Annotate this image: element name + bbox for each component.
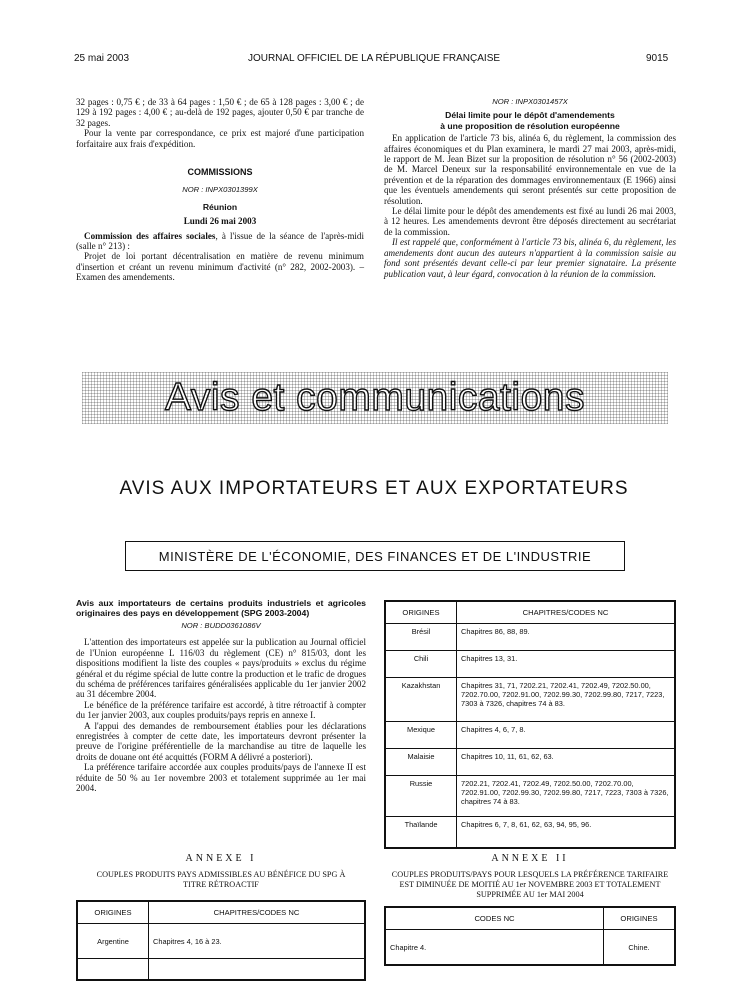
column-header: CHAPITRES/CODES NC: [457, 601, 676, 624]
journal-title: JOURNAL OFFICIEL DE LA RÉPUBLIQUE FRANÇAISE: [247, 53, 501, 64]
annexe-1-title: ANNEXE I: [185, 853, 257, 864]
reunion-date: Lundi 26 mai 2003: [183, 216, 257, 227]
reunion-title: Réunion: [202, 201, 238, 212]
table-row: [385, 624, 675, 651]
origine-cell: Mexique: [385, 722, 457, 749]
table-row: [385, 678, 675, 722]
table-row-empty: [77, 959, 365, 981]
avis-banner: [82, 372, 668, 424]
origine-cell: Malaisie: [385, 749, 457, 776]
table-row: [385, 749, 675, 776]
left-top-column: [76, 97, 364, 283]
avis-paragraph-1: L'attention des importateurs est appelée sur la publication au Journal officiel de l'Union européenne L 116/03 du règlement (CE) n° 815/03, dont les dispositions modifient la liste des couples « pays/produits » exclus du régime général et du régime spécial de lutte contre la production et le trafic de drogues du schéma de préférences tarifaires généralisées applicable du 1er janvier 2002 au 31 décembre 2004.: [76, 637, 366, 700]
header-date: 25 mai 2003: [74, 53, 130, 64]
delai-paragraph-1: En application de l'article 73 bis, alinéa 6, du règlement, la commission des affaires économiques et du Plan examinera, le mardi 27 mai 2003, après-midi, le rapport de M. Jean Bizet sur la proposition de résolution n° 56 (2002-2003) de M. Marcel Deneux sur la responsabilité environnementale en vue de la prévention et de la réparation des dommages environnementaux (E 1966) ainsi que les éventuels amendements qui seront présentés sur cette proposition de résolution.: [384, 133, 676, 206]
avis-paragraph-4: La préférence tarifaire accordée aux couples produits/pays de l'annexe II est réduite de 50 % au 1er novembre 2003 et totalement supprimée au 1er mai 2004.: [76, 762, 366, 794]
origine-cell: Thaïlande: [385, 817, 457, 849]
table-header-row: [385, 601, 675, 624]
codes-cell: 7202.21, 7202.41, 7202.49, 7202.50.00, 7202.70.00, 7202.91.00, 7202.99.30, 7202.99.80, 7217, 7223, 7303 à 7326, chapitres 74 à 83.: [457, 776, 676, 817]
table-row: [385, 651, 675, 678]
ministry-box: [125, 541, 625, 571]
column-header: ORIGINES: [77, 901, 149, 924]
codes-cell: Chapitres 4, 6, 7, 8.: [457, 722, 676, 749]
table-row: [385, 817, 675, 849]
column-header: ORIGINES: [385, 601, 457, 624]
codes-cell: Chapitres 31, 71, 7202.21, 7202.41, 7202.49, 7202.50.00, 7202.70.00, 7202.91.00, 7202.99.30, 7202.99.80, 7217, 7223, 7303 à 7326, chapitres 74 à 83.: [457, 678, 676, 722]
codes-table: [384, 600, 676, 849]
ministry-name: MINISTÈRE DE L'ÉCONOMIE, DES FINANCES ET DE L'INDUSTRIE: [158, 548, 592, 564]
page-number: 9015: [646, 53, 669, 64]
right-top-column: [384, 97, 676, 279]
commission-name: Commission des affaires sociales: [84, 230, 216, 241]
codes-cell: Chapitres 6, 7, 8, 61, 62, 63, 94, 95, 96.: [457, 817, 676, 849]
avis-paragraph-3: A l'appui des demandes de remboursement établies pour les déclarations enregistrées à compter de cette date, les importateurs devront présenter la preuve de l'origine préférentielle de la marchandise au titre de laquelle les droits de douane ont été acquittés (FORM A délivré a posteriori).: [76, 720, 366, 762]
table-row: [385, 930, 675, 966]
commission-location: , à l'issue de la séance de l'après-midi (salle n° 213) :: [76, 230, 364, 252]
avis-column: [76, 598, 366, 794]
avis-nor: NOR : BUDD0361086V: [181, 621, 261, 630]
commissions-title: COMMISSIONS: [187, 167, 253, 178]
table-row: [385, 722, 675, 749]
table-row: [385, 776, 675, 817]
origine-cell: Argentine: [77, 924, 149, 959]
section-title: AVIS AUX IMPORTATEURS ET AUX EXPORTATEURS: [119, 478, 629, 499]
column-header: CODES NC: [385, 907, 604, 930]
delai-title-1: Délai limite pour le dépôt d'amendements: [445, 110, 615, 121]
codes-cell: Chapitre 4.: [385, 930, 604, 966]
column-header: CHAPITRES/CODES NC: [149, 901, 366, 924]
annexe-1-subtitle: COUPLES PRODUITS PAYS ADMISSIBLES AU BÉNÉFICE DU SPG À TITRE RÉTROACTIF: [96, 870, 346, 889]
delai-nor: NOR : INPX0301457X: [492, 97, 568, 106]
annexe-1-block: [76, 853, 366, 890]
vente-note: Pour la vente par correspondance, ce prix est majoré d'une participation forfaitaire aux frais d'expédition.: [76, 128, 364, 149]
column-header: ORIGINES: [604, 907, 676, 930]
origine-cell: Russie: [385, 776, 457, 817]
delai-title-2: à une proposition de résolution européenne: [440, 120, 620, 131]
codes-cell: Chapitres 13, 31.: [457, 651, 676, 678]
codes-cell: Chapitres 10, 11, 61, 62, 63.: [457, 749, 676, 776]
price-line: 32 pages : 0,75 € ; de 33 à 64 pages : 1,50 € ; de 65 à 128 pages : 3,00 € ; de 129 à 192 pages : 4,00 € ; au-delà de 192 pages, ajouter 0,50 € par tranche de 32 pages.: [76, 97, 364, 128]
origine-cell: Chine.: [604, 930, 676, 966]
delai-paragraph-3: Il est rappelé que, conformément à l'article 73 bis, alinéa 6, du règlement, les amendements dont aucun des auteurs n'appartient à la commission saisie au fond sont présentés devant celle-ci par leur premier signataire. La présente publication vaut, à leur égard, convocation à la réunion de la commission.: [384, 237, 676, 279]
annexe-2-subtitle: COUPLES PRODUITS/PAYS POUR LESQUELS LA PRÉFÉRENCE TARIFAIRE EST DIMINUÉE DE MOITIÉ AU 1er NOVEMBRE 2003 ET TOTALEMENT SUPPRIMÉE AU 1er MAI 2004: [391, 870, 669, 899]
origine-cell: Brésil: [385, 624, 457, 651]
annexe-2-block: [384, 853, 676, 899]
origine-cell: Kazakhstan: [385, 678, 457, 722]
table-row: [77, 924, 365, 959]
codes-cell: Chapitres 86, 88, 89.: [457, 624, 676, 651]
table-header-row: [385, 907, 675, 930]
annexe-2-table: [384, 906, 676, 966]
avis-paragraph-2: Le bénéfice de la préférence tarifaire est accordé, à titre rétroactif à compter du 1er janvier 2003, aux couples produits/pays repris en annexe I.: [76, 699, 366, 721]
avis-title: Avis aux importateurs de certains produits industriels et agricoles originaires des pays en développement (SPG 2003-2004): [76, 598, 366, 618]
delai-paragraph-2: Le délai limite pour le dépôt des amendements est fixé au lundi 26 mai 2003, à 12 heures. Les amendements devront être déposés directement au secrétariat de la commission.: [384, 206, 676, 237]
projet-loi: Projet de loi portant décentralisation en matière de revenu minimum d'insertion et créant un revenu minimum d'activité (n° 282, 2002-2003). – Examen des amendements.: [76, 251, 364, 283]
commission-line: [76, 231, 364, 252]
commission-nor: NOR : INPX0301399X: [182, 185, 258, 195]
table-header-row: [77, 901, 365, 924]
annexe-2-title: ANNEXE II: [491, 853, 569, 864]
annexe-1-table: [76, 900, 366, 981]
codes-cell: Chapitres 4, 16 à 23.: [149, 924, 366, 959]
banner-title: Avis et communications: [165, 376, 585, 419]
origine-cell: Chili: [385, 651, 457, 678]
